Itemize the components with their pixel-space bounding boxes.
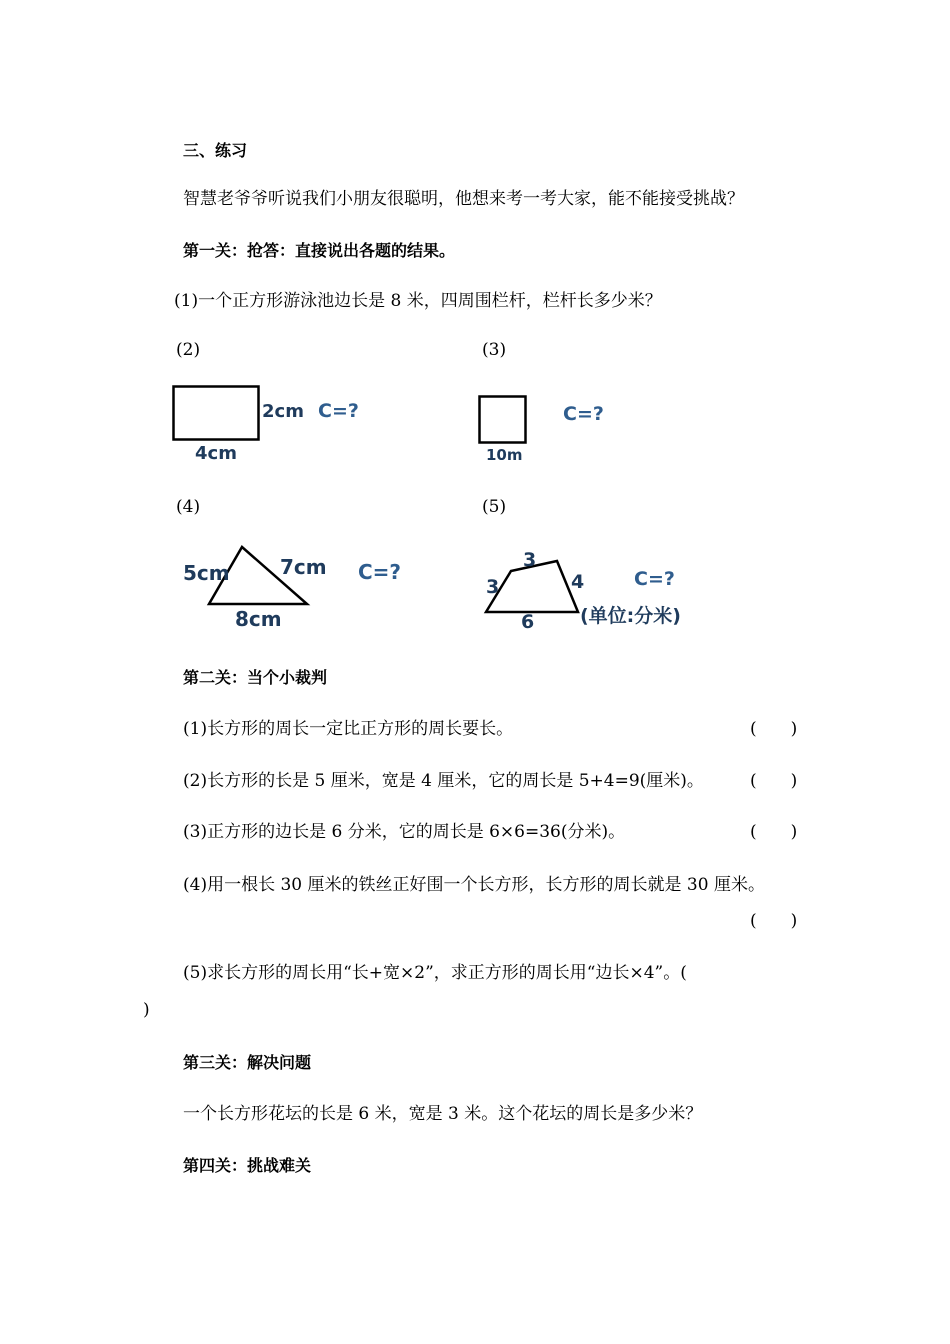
square-figure xyxy=(478,395,528,445)
square-perimeter-ask: C=? xyxy=(563,403,604,425)
level1-question-4-number: (4) xyxy=(176,497,201,517)
level2-item-2-answer-bracket[interactable]: ( ) xyxy=(750,771,798,791)
level1-question-5-number: (5) xyxy=(482,497,507,517)
level4-heading: 第四关：挑战难关 xyxy=(183,1156,312,1175)
quadrilateral-right-side-label: 4 xyxy=(571,571,585,593)
level2-item-3: (3)正方形的边长是 6 分米，它的周长是 6×6=36(分米)。 xyxy=(183,822,626,842)
intro-text: 智慧老爷爷听说我们小朋友很聪明，他想来考一考大家，能不能接受挑战？ xyxy=(183,189,744,209)
level1-heading: 第一关：抢答：直接说出各题的结果。 xyxy=(183,241,456,260)
level1-question-1: (1)一个正方形游泳池边长是 8 米，四周围栏杆，栏杆长多少米？ xyxy=(174,291,662,311)
quadrilateral-left-side-label: 3 xyxy=(486,576,500,598)
triangle-bottom-side-label: 8cm xyxy=(235,607,282,631)
rectangle-width-label: 2cm xyxy=(262,401,304,422)
rectangle-perimeter-ask: C=? xyxy=(318,400,359,422)
triangle-perimeter-ask: C=? xyxy=(358,560,402,584)
level2-heading: 第二关：当个小裁判 xyxy=(183,668,328,687)
level2-item-5-answer-bracket-close: ) xyxy=(143,1000,150,1020)
rectangle-figure xyxy=(172,385,262,443)
quadrilateral-perimeter-ask: C=? xyxy=(634,568,675,590)
level1-question-2-number: (2) xyxy=(176,340,201,360)
level2-item-2: (2)长方形的长是 5 厘米，宽是 4 厘米，它的周长是 5+4=9(厘米)。 xyxy=(183,771,704,791)
level2-item-3-answer-bracket[interactable]: ( ) xyxy=(750,822,798,842)
quadrilateral-bottom-side-label: 6 xyxy=(521,611,535,633)
level2-item-4: (4)用一根长 30 厘米的铁丝正好围一个长方形，长方形的周长就是 30 厘米。 xyxy=(183,875,765,895)
level2-item-4-answer-bracket[interactable]: ( ) xyxy=(750,911,798,931)
level3-heading: 第三关：解决问题 xyxy=(183,1053,312,1072)
level2-item-1-answer-bracket[interactable]: ( ) xyxy=(750,719,798,739)
quadrilateral-unit-label: (单位:分米) xyxy=(580,605,681,627)
rectangle-length-label: 4cm xyxy=(195,443,237,464)
level1-question-3-number: (3) xyxy=(482,340,507,360)
triangle-left-side-label: 5cm xyxy=(183,561,230,585)
level2-item-5: (5)求长方形的周长用“长+宽×2”，求正方形的周长用“边长×4”。( xyxy=(183,963,687,983)
level2-item-1: (1)长方形的周长一定比正方形的周长要长。 xyxy=(183,719,514,739)
quadrilateral-top-side-label: 3 xyxy=(523,549,537,571)
section-heading: 三、练习 xyxy=(183,141,248,160)
level3-problem: 一个长方形花坛的长是 6 米，宽是 3 米。这个花坛的周长是多少米？ xyxy=(183,1104,703,1124)
triangle-right-side-label: 7cm xyxy=(280,555,327,579)
square-side-label: 10m xyxy=(486,446,523,464)
